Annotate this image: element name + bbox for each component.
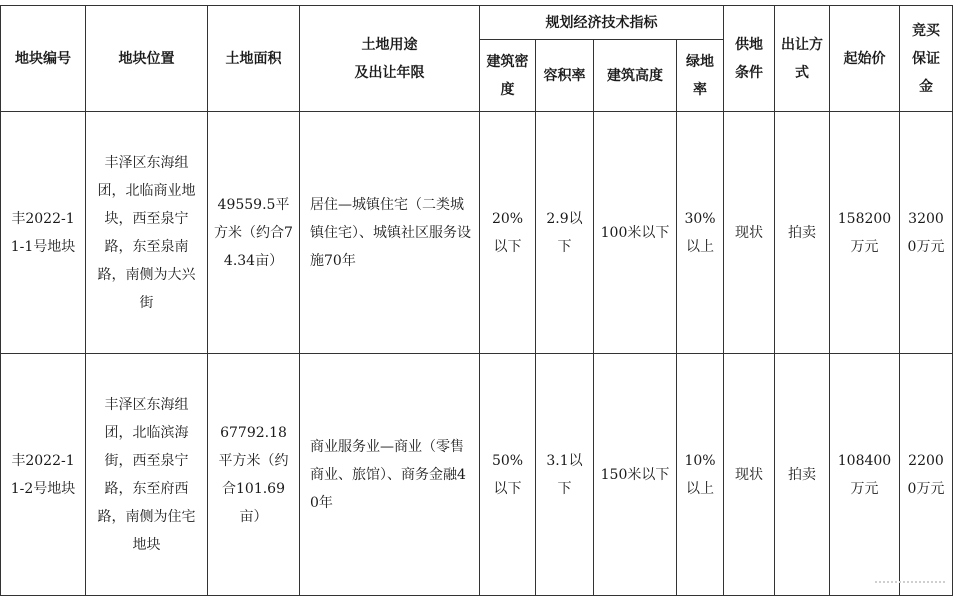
header-height: 建筑高度 xyxy=(594,40,677,112)
supply-cell: 现状 xyxy=(724,354,775,596)
header-use xyxy=(300,6,480,112)
header-use-line2: 及出让年限 xyxy=(354,64,425,81)
header-location: 地块位置 xyxy=(86,6,208,112)
header-far: 容积率 xyxy=(536,40,594,112)
method-cell: 拍卖 xyxy=(775,354,830,596)
supply-cell: 现状 xyxy=(724,112,775,354)
area-cell: 49559.5平方米（约合74.34亩） xyxy=(208,112,300,354)
location-cell: 丰泽区东海组团，北临滨海街，西至泉宁路，东至府西路，南侧为住宅地块 xyxy=(86,354,208,596)
area-cell: 67792.18平方米（约合101.69亩） xyxy=(208,354,300,596)
parcel-no-cell: 丰2022-11-2号地块 xyxy=(1,354,86,596)
height-cell: 150米以下 xyxy=(594,354,677,596)
start-price-cell: 108400万元 xyxy=(830,354,900,596)
watermark-mark xyxy=(875,581,945,589)
far-cell: 2.9以下 xyxy=(536,112,594,354)
height-cell: 100米以下 xyxy=(594,112,677,354)
table-row xyxy=(1,354,953,596)
header-use-line1: 土地用途 xyxy=(361,36,418,53)
use-cell: 居住—城镇住宅（二类城镇住宅）、城镇社区服务设施70年 xyxy=(300,112,480,354)
header-start-price: 起始价 xyxy=(830,6,900,112)
deposit-cell: 22000万元 xyxy=(900,354,953,596)
method-cell: 拍卖 xyxy=(775,112,830,354)
green-cell: 30%以上 xyxy=(677,112,724,354)
table-row xyxy=(1,112,953,354)
header-parcel-no: 地块编号 xyxy=(1,6,86,112)
density-cell: 50%以下 xyxy=(480,354,536,596)
header-deposit: 竞买保证金 xyxy=(900,6,953,112)
header-indicators-group: 规划经济技术指标 xyxy=(480,6,724,40)
location-cell: 丰泽区东海组团，北临商业地块，西至泉宁路，东至泉南路，南侧为大兴街 xyxy=(86,112,208,354)
header-row-1 xyxy=(1,6,953,40)
deposit-cell: 32000万元 xyxy=(900,112,953,354)
header-method: 出让方式 xyxy=(775,6,830,112)
land-auction-table xyxy=(0,5,953,596)
parcel-no-cell: 丰2022-11-1号地块 xyxy=(1,112,86,354)
header-density: 建筑密度 xyxy=(480,40,536,112)
header-supply: 供地条件 xyxy=(724,6,775,112)
start-price-cell: 158200万元 xyxy=(830,112,900,354)
use-cell: 商业服务业—商业（零售商业、旅馆）、商务金融40年 xyxy=(300,354,480,596)
header-green: 绿地率 xyxy=(677,40,724,112)
green-cell: 10%以上 xyxy=(677,354,724,596)
far-cell: 3.1以下 xyxy=(536,354,594,596)
density-cell: 20%以下 xyxy=(480,112,536,354)
header-area: 土地面积 xyxy=(208,6,300,112)
